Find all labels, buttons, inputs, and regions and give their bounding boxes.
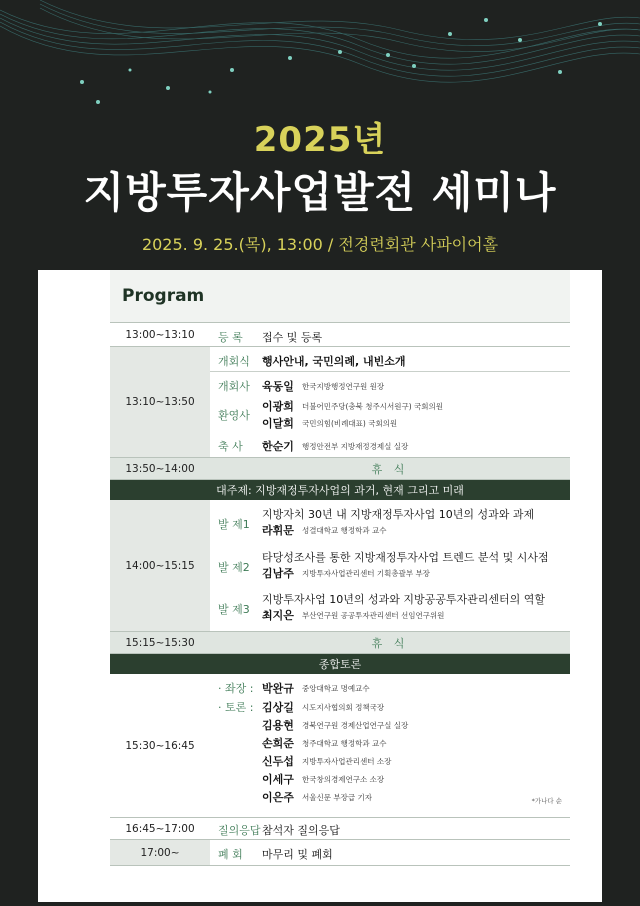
chair-label: · 좌장 : [218, 682, 254, 695]
speaker-title: 경북연구원 경제산업연구실 실장 [302, 721, 409, 730]
speaker-name: 한순기 [262, 440, 294, 453]
time-cell: 13:50~14:00 [110, 458, 210, 479]
speaker-title: 청주대학교 행정학과 교수 [302, 739, 387, 748]
program-card [38, 270, 602, 902]
event-title: 지방투자사업발전 세미나 [83, 168, 557, 217]
table-row [110, 458, 570, 480]
row-label: 등 록 [218, 331, 243, 344]
speaker-title: 국민의힘(비례대표) 국회의원 [302, 419, 398, 428]
row-label: 발 제1 [218, 518, 250, 531]
speaker-name: 최지은 [262, 609, 294, 622]
speaker-title: 더불어민주당(충북 청주시서원구) 국회의원 [302, 402, 444, 411]
speaker-name: 육동일 [262, 380, 294, 393]
row-text: 접수 및 등록 [262, 331, 323, 344]
time-cell: 13:10~13:50 [110, 347, 210, 457]
table-row [110, 347, 570, 458]
speaker-name: 김용현 [262, 719, 294, 732]
speaker-title: 지방투자사업관리센터 소장 [302, 757, 392, 766]
time-cell: 17:00~ [110, 840, 210, 865]
panel-label: · 토론 : [218, 701, 254, 714]
speaker-name: 박완규 [262, 682, 294, 695]
talk-topic: 지방투자사업 10년의 성과와 지방공공투자관리센터의 역할 [262, 593, 546, 606]
row-label: 축 사 [218, 440, 243, 453]
speaker-title: 한국지방행정연구원 원장 [302, 382, 385, 391]
program-label: Program [122, 286, 205, 306]
table-row [110, 674, 570, 818]
discussion-band: 종합토론 [110, 654, 570, 674]
time-cell: 13:00~13:10 [110, 323, 210, 346]
time-cell: 16:45~17:00 [110, 818, 210, 839]
speaker-title: 지방투자사업관리센터 기획총괄부 부장 [302, 569, 430, 578]
row-label: 개회사 [218, 380, 250, 393]
break-label: 휴 식 [371, 637, 409, 650]
divider [210, 371, 570, 372]
table-row [110, 632, 570, 654]
speaker-title: 성결대학교 행정학과 교수 [302, 526, 387, 535]
row-label: 환영사 [218, 409, 250, 422]
speaker-title: 행정안전부 지방재정경제실 실장 [302, 442, 409, 451]
order-note: *가나다 순 [531, 797, 562, 805]
row-text: 참석자 질의응답 [262, 824, 340, 837]
table-row [110, 840, 570, 866]
schedule-table [110, 322, 570, 866]
speaker-name: 신두섭 [262, 755, 294, 768]
hero-banner [0, 0, 640, 270]
event-year: 2025년 [253, 120, 387, 160]
time-cell: 15:15~15:30 [110, 632, 210, 653]
row-label: 발 제3 [218, 603, 250, 616]
speaker-name: 이달희 [262, 417, 294, 430]
speaker-name: 손희준 [262, 737, 294, 750]
time-cell: 15:30~16:45 [110, 674, 210, 817]
speaker-title: 한국창의경제연구소 소장 [302, 775, 385, 784]
talk-topic: 타당성조사를 통한 지방재정투자사업 트렌드 분석 및 시사점 [262, 551, 549, 564]
break-label: 휴 식 [371, 463, 409, 476]
row-label: 폐 회 [218, 848, 243, 861]
program-header [110, 270, 570, 322]
speaker-name: 이세구 [262, 773, 294, 786]
theme-band: 대주제: 지방재정투자사업의 과거, 현재 그리고 미래 [110, 480, 570, 500]
talk-topic: 지방자치 30년 내 지방재정투자사업 10년의 성과와 과제 [262, 508, 535, 521]
speaker-title: 시도지사협의회 정책국장 [302, 703, 385, 712]
speaker-title: 서울신문 부장급 기자 [302, 793, 372, 802]
table-row [110, 818, 570, 840]
time-cell: 14:00~15:15 [110, 500, 210, 631]
speaker-name: 김상길 [262, 701, 294, 714]
row-label: 발 제2 [218, 561, 250, 574]
speaker-name: 이은주 [262, 791, 294, 804]
speaker-title: 부산연구원 공공투자관리센터 선임연구위원 [302, 611, 445, 620]
row-text: 행사안내, 국민의례, 내빈소개 [262, 355, 406, 368]
speaker-name: 김남주 [262, 567, 294, 580]
row-label: 질의응답 [218, 824, 261, 837]
wave-decoration-icon [0, 0, 640, 110]
table-row [110, 500, 570, 632]
speaker-title: 중앙대학교 명예교수 [302, 684, 370, 693]
speaker-name: 라휘문 [262, 524, 294, 537]
row-label: 개회식 [218, 355, 250, 368]
table-row [110, 322, 570, 347]
event-date-venue: 2025. 9. 25.(목), 13:00 / 전경련회관 사파이어홀 [141, 235, 499, 254]
speaker-name: 이광희 [262, 400, 294, 413]
row-text: 마무리 및 폐회 [262, 848, 333, 861]
